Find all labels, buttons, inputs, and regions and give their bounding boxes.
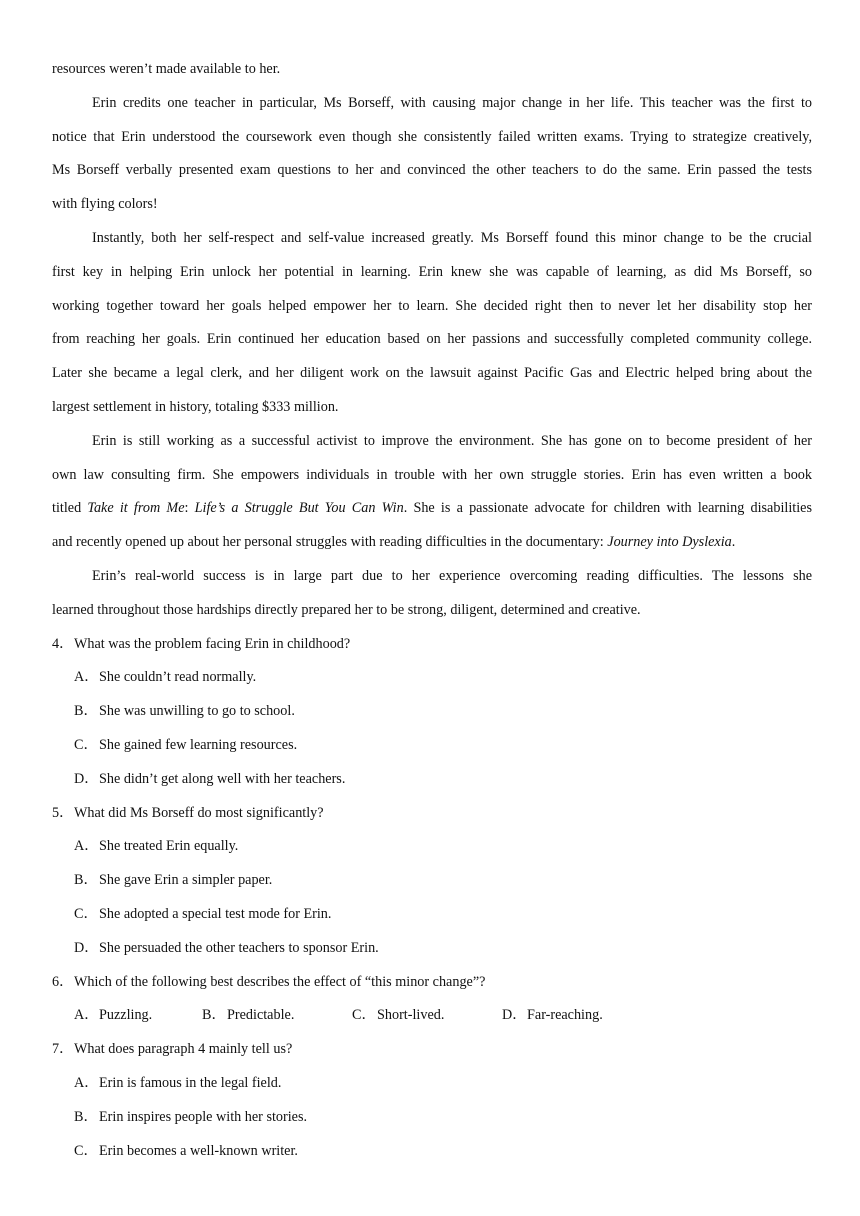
question-stem: [52, 634, 812, 668]
option-row: [52, 1005, 812, 1039]
option-a: [52, 667, 812, 701]
option-letter: C．: [74, 905, 98, 922]
option-c: [52, 904, 812, 938]
documentary-title: Journey into Dyslexia: [607, 534, 732, 551]
option-letter: A．: [74, 1007, 99, 1024]
option-text: She didn’t get along well with her teachers.: [99, 770, 346, 787]
passage-line: learned throughout those hardships directly prepared her to be strong, diligent, determined and creative.: [52, 601, 641, 618]
passage-text: .: [731, 534, 736, 551]
option-text: She was unwilling to go to school.: [99, 703, 295, 720]
paragraph-activist: [52, 431, 812, 566]
option-text: Erin inspires people with her stories.: [99, 1108, 308, 1125]
option-a: [52, 836, 812, 870]
passage-text: and recently opened up about her personal struggles with reading difficulties in the documentary:: [52, 534, 608, 551]
option-text: Predictable.: [227, 1007, 295, 1024]
option-letter: C．: [74, 736, 98, 753]
option-a: [74, 1005, 202, 1039]
option-text: Short-lived.: [377, 1007, 445, 1024]
passage-line: Erin credits one teacher in particular, Ms Borseff, with causing major change in her life. This teacher was the first to: [92, 94, 812, 111]
passage-text: . She is a passionate advocate for children with learning disabilities: [403, 500, 812, 517]
option-c: [52, 1141, 812, 1175]
question-text: What does paragraph 4 mainly tell us?: [74, 1041, 293, 1058]
option-b: [52, 1107, 812, 1141]
question-text: What did Ms Borseff do most significantly?: [74, 804, 324, 821]
question-number: 4．: [52, 635, 74, 652]
passage-line: working together toward her goals helped empower her to learn. She decided right then to never let her disability stop her: [52, 297, 812, 314]
paragraph-success: [52, 566, 812, 634]
question-number: 6．: [52, 973, 74, 990]
question-stem: [52, 972, 812, 1006]
option-text: Far-reaching.: [527, 1007, 603, 1024]
option-letter: A．: [74, 669, 99, 686]
passage-line: from reaching her goals. Erin continued her education based on her passions and successfully completed community college.: [52, 331, 812, 348]
option-letter: D．: [74, 939, 99, 956]
option-letter: B．: [74, 703, 98, 720]
question-number: 5．: [52, 804, 74, 821]
option-text: She adopted a special test mode for Erin.: [99, 905, 332, 922]
option-d: [52, 938, 812, 972]
option-text: She gained few learning resources.: [99, 736, 298, 753]
option-b: [52, 701, 812, 735]
option-text: She couldn’t read normally.: [99, 669, 257, 686]
question-number: 7．: [52, 1041, 74, 1058]
passage-line: [52, 498, 812, 532]
option-text: Puzzling.: [99, 1007, 153, 1024]
passage-line: [52, 532, 812, 566]
option-c: [352, 1005, 502, 1039]
option-a: [52, 1073, 812, 1107]
paragraph-ms-borseff: [52, 93, 812, 228]
option-letter: C．: [352, 1007, 376, 1024]
option-text: She persuaded the other teachers to sponsor Erin.: [99, 939, 379, 956]
book-subtitle: Life’s a Struggle But You Can Win: [194, 500, 404, 517]
option-d: [502, 1005, 603, 1039]
option-text: Erin is famous in the legal field.: [99, 1074, 282, 1091]
passage-line: Erin’s real-world success is in large part due to her experience overcoming reading difficulties. The lessons she: [92, 567, 812, 584]
option-letter: A．: [74, 1074, 99, 1091]
question-text: Which of the following best describes the effect of “this minor change”?: [74, 973, 486, 990]
passage-text: :: [184, 500, 195, 517]
passage-line: Erin is still working as a successful activist to improve the environment. She has gone on to become president of her: [92, 432, 812, 449]
book-title: Take it from Me: [87, 500, 185, 517]
question-stem: [52, 803, 812, 837]
passage-line: with flying colors!: [52, 196, 158, 213]
passage-line: largest settlement in history, totaling $333 million.: [52, 398, 339, 415]
option-d: [52, 769, 812, 803]
question-text: What was the problem facing Erin in childhood?: [74, 635, 351, 652]
option-b: [52, 870, 812, 904]
passage-line: resources weren’t made available to her.: [52, 61, 281, 77]
question-4: [52, 634, 812, 803]
passage-line: notice that Erin understood the coursework even though she consistently failed written exams. Trying to strategize creatively,: [52, 128, 812, 145]
option-b: [202, 1005, 352, 1039]
option-c: [52, 735, 812, 769]
option-text: She treated Erin equally.: [99, 838, 239, 855]
option-letter: B．: [74, 1108, 98, 1125]
paragraph-self-respect: [52, 228, 812, 431]
question-7: [52, 1039, 812, 1174]
option-text: She gave Erin a simpler paper.: [99, 872, 273, 889]
passage-line: own law consulting firm. She empowers individuals in trouble with her own struggle stories. Erin has even written a book: [52, 466, 812, 483]
question-6: [52, 972, 812, 1040]
question-5: [52, 803, 812, 972]
option-letter: D．: [502, 1007, 527, 1024]
passage-line: first key in helping Erin unlock her potential in learning. Erin knew she was capable of learning, as did Ms Borseff, so: [52, 263, 812, 280]
option-letter: A．: [74, 838, 99, 855]
passage-line: Later she became a legal clerk, and her diligent work on the lawsuit against Pacific Gas and Electric helped bring about the: [52, 365, 812, 382]
option-letter: D．: [74, 770, 99, 787]
passage-text: titled: [52, 500, 88, 517]
option-letter: B．: [202, 1007, 226, 1024]
passage-line: Instantly, both her self-respect and self-value increased greatly. Ms Borseff found this minor change to be the crucial: [92, 229, 812, 246]
passage-line: Ms Borseff verbally presented exam questions to her and convinced the other teachers to do the same. Erin passed the tests: [52, 162, 812, 179]
option-text: Erin becomes a well-known writer.: [99, 1142, 298, 1159]
option-letter: B．: [74, 872, 98, 889]
question-stem: [52, 1039, 812, 1073]
option-letter: C．: [74, 1142, 98, 1159]
